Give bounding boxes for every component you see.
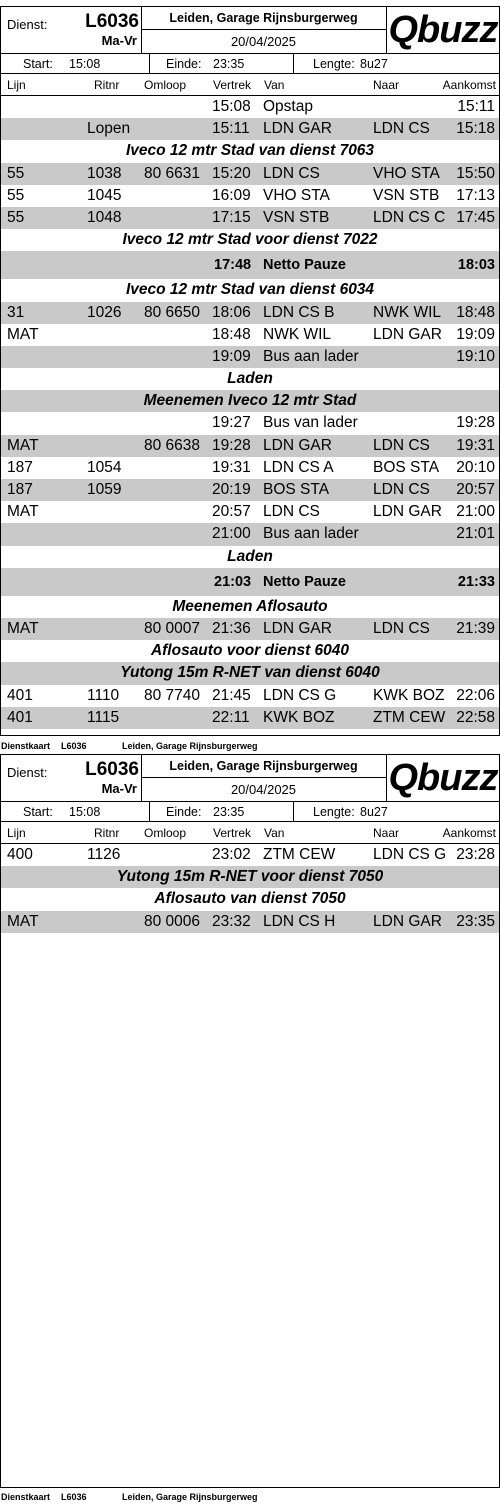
section-title: Yutong 15m R-NET van dienst 6040 [120,664,380,682]
section-title: Iveco 12 mtr Stad van dienst 6034 [125,281,375,299]
cell-naar: VHO STA [373,164,440,182]
cell-vertrek: 21:45 [212,686,251,704]
cell-vertrek: 15:08 [212,98,251,115]
section-title-row [1,279,499,301]
cell-vertrek: 21:36 [212,619,251,637]
start-value: 15:08 [69,805,101,819]
cell-van: KWK BOZ [263,708,335,726]
service-date: 20/04/2025 [230,34,297,49]
cell-naar: LDN CS [373,481,430,498]
section-title-row [1,866,499,888]
trip-row [1,707,499,729]
section-title-row [1,140,499,162]
qbuzz-logo: Qbuzz [388,757,498,799]
section-title: Laden [227,370,273,388]
cell-aankomst: 18:03 [457,257,495,274]
cell-ritnr: 1115 [87,708,120,726]
cell-aankomst: 18:48 [456,303,495,321]
einde-value: 23:35 [213,57,245,71]
cell-ritnr: 1026 [87,303,122,321]
dienst-label: Dienst: [7,17,48,32]
einde-label: Einde: [166,805,202,819]
cell-lijn: 55 [7,164,25,182]
cell-van: NWK WIL [263,325,332,343]
trip-row [1,163,499,185]
cell-aankomst: 23:28 [456,846,495,863]
cell-naar: NWK WIL [373,303,442,321]
col-omloop: Omloop [144,826,187,840]
lengte-value: 8u27 [360,57,388,71]
cell-lijn: 31 [7,303,25,321]
cell-van: LDN GAR [263,436,332,454]
cell-van: Bus aan lader [263,347,359,365]
cell-naar: VSN STB [373,186,440,204]
trip-list [1,96,499,729]
cell-lijn: MAT [7,325,39,343]
cell-vertrek: 19:09 [212,347,251,365]
section-title-row [1,662,499,684]
cell-vertrek: 17:15 [212,208,251,226]
pause-row [1,568,499,596]
footer-code: L6036 [61,1492,87,1502]
dienst-days: Ma-Vr [101,33,137,48]
cell-naar: LDN CS C [373,208,446,226]
cell-omloop: 80 0007 [144,619,201,637]
cell-van: Bus van lader [263,414,358,432]
cell-aankomst: 15:50 [456,164,495,182]
cell-van: Netto Pauze [263,573,346,590]
cell-aankomst: 20:57 [456,481,495,498]
cell-van: LDN CS B [263,303,335,321]
cell-vertrek: 22:11 [212,708,250,726]
trip-row [1,185,499,207]
cell-aankomst: 22:06 [456,686,495,704]
cell-ritnr: 1054 [87,458,122,476]
service-date: 20/04/2025 [230,782,297,797]
cell-naar: KWK BOZ [373,686,445,704]
cell-lijn: MAT [7,912,39,930]
col-lijn: Lijn [7,78,26,92]
start-label: Start: [23,805,53,819]
cell-omloop: 80 6650 [144,303,201,321]
footer-label: Dienstkaart [1,741,51,751]
cell-naar: LDN GAR [373,912,442,930]
section-title-row [1,888,499,910]
cell-naar: LDN CS [373,120,430,138]
cell-vertrek: 15:11 [212,120,250,138]
cell-ritnr: 1045 [87,186,122,204]
cell-van: Netto Pauze [263,257,346,274]
einde-label: Einde: [166,57,202,71]
cell-aankomst: 22:58 [456,708,495,726]
cell-lijn: 401 [7,686,33,704]
trip-row [1,346,499,368]
cell-aankomst: 20:10 [456,458,495,476]
section-title-row [1,546,499,568]
section-title: Aflosauto voor dienst 6040 [150,642,350,660]
lengte-value: 8u27 [360,805,388,819]
cell-vertrek: 23:32 [212,912,251,930]
section-title: Iveco 12 mtr Stad voor dienst 7022 [122,231,378,249]
cell-naar: LDN CS [373,436,430,454]
footer-label: Dienstkaart [1,1492,51,1502]
cell-van: LDN CS [263,503,320,521]
cell-van: Opstap [263,98,313,115]
cell-vertrek: 19:28 [212,436,251,454]
section-title: Yutong 15m R-NET voor dienst 7050 [116,868,384,886]
cell-lijn: MAT [7,436,39,454]
cell-aankomst: 15:18 [456,120,495,138]
cell-ritnr: 1038 [87,164,122,182]
cell-van: ZTM CEW [263,846,336,863]
trip-row [1,412,499,434]
duty-card-page-1 [0,6,500,736]
section-title: Aflosauto van dienst 7050 [154,890,346,908]
trip-row [1,96,499,118]
col-aankomst: Aankomst [442,826,496,840]
cell-ritnr: 1126 [87,846,121,863]
section-title-row [1,596,499,618]
cell-vertrek: 19:27 [212,414,251,432]
trip-row [1,685,499,707]
trip-row [1,435,499,457]
cell-lijn: 187 [7,458,33,476]
cell-ritnr: 1110 [87,686,120,704]
cell-aankomst: 21:00 [456,503,495,521]
dienst-days: Ma-Vr [101,781,137,796]
cell-naar: BOS STA [373,458,440,476]
qbuzz-logo: Qbuzz [388,9,498,51]
duty-card-header [1,7,499,103]
trip-row [1,523,499,545]
trip-list [1,844,499,933]
col-van: Van [264,78,285,92]
cell-vertrek: 18:06 [212,303,251,321]
cell-van: LDN CS H [263,912,336,930]
col-ritnr: Ritnr [94,826,120,840]
footer-garage: Leiden, Garage Rijnsburgerweg [122,741,258,751]
cell-vertrek: 17:48 [214,257,252,274]
cell-aankomst: 17:13 [456,186,495,204]
section-title-row [1,390,499,412]
cell-aankomst: 21:01 [456,525,495,543]
cell-lijn: MAT [7,503,39,521]
cell-naar: ZTM CEW [373,708,446,726]
section-title: Iveco 12 mtr Stad van dienst 7063 [125,142,375,160]
section-title: Meenemen Aflosauto [172,597,328,615]
cell-van: Bus aan lader [263,525,359,543]
trip-row [1,844,499,866]
cell-vertrek: 21:00 [212,525,251,543]
cell-aankomst: 23:35 [456,912,495,930]
cell-van: LDN GAR [263,619,332,637]
col-van: Van [264,826,285,840]
footer-garage: Leiden, Garage Rijnsburgerweg [122,1492,258,1502]
cell-van: VSN STB [263,208,330,226]
col-lijn: Lijn [7,826,26,840]
garage-name: Leiden, Garage Rijnsburgerweg [169,759,358,773]
cell-omloop: 80 6631 [144,164,201,182]
trip-row [1,457,499,479]
cell-lijn: MAT [7,619,39,637]
cell-van: VHO STA [263,186,330,204]
cell-omloop: 80 6638 [144,436,201,454]
section-title: Meenemen Iveco 12 mtr Stad [143,392,357,410]
cell-vertrek: 18:48 [212,325,251,343]
trip-row [1,207,499,229]
cell-vertrek: 15:20 [212,164,251,182]
cell-lijn: 401 [7,708,33,726]
start-value: 15:08 [69,57,101,71]
cell-lijn: 400 [7,846,33,863]
cell-ritnr: 1059 [87,481,122,498]
cell-van: LDN CS G [263,686,337,704]
col-vertrek: Vertrek [213,826,252,840]
cell-van: LDN GAR [263,120,332,138]
cell-vertrek: 23:02 [212,846,251,863]
trip-row [1,479,499,501]
cell-aankomst: 15:11 [457,98,495,115]
lengte-label: Lengte: [313,805,355,819]
cell-lijn: 187 [7,481,33,498]
section-title-row [1,368,499,390]
duty-card-header [1,755,499,851]
column-header-row [1,74,499,95]
footer-code: L6036 [61,741,87,751]
section-title-row [1,640,499,662]
cell-aankomst: 19:10 [456,347,495,365]
column-header-row [1,822,499,843]
garage-name: Leiden, Garage Rijnsburgerweg [169,11,358,25]
cell-omloop: 80 7740 [144,686,201,704]
trip-row [1,911,499,933]
cell-omloop: 80 0006 [144,912,201,930]
einde-value: 23:35 [213,805,245,819]
trip-row [1,302,499,324]
cell-naar: LDN CS G [373,846,447,863]
col-aankomst: Aankomst [442,78,496,92]
section-title-row [1,229,499,251]
cell-ritnr: Lopen [87,120,131,138]
lengte-label: Lengte: [313,57,355,71]
cell-aankomst: 19:09 [456,325,495,343]
section-title: Laden [227,547,273,565]
cell-aankomst: 19:28 [456,414,495,432]
duty-card-page-2 [0,754,500,1488]
start-label: Start: [23,57,53,71]
cell-naar: LDN CS [373,619,430,637]
dienst-label: Dienst: [7,765,48,780]
cell-aankomst: 21:39 [456,619,495,637]
col-ritnr: Ritnr [94,78,120,92]
col-vertrek: Vertrek [213,78,252,92]
cell-van: LDN CS [263,164,320,182]
cell-naar: LDN GAR [373,503,442,521]
cell-lijn: 55 [7,208,25,226]
col-naar: Naar [373,78,400,92]
cell-naar: LDN GAR [373,325,442,343]
cell-aankomst: 19:31 [456,436,495,454]
cell-van: LDN CS A [263,458,334,476]
cell-ritnr: 1048 [87,208,122,226]
cell-vertrek: 21:03 [214,573,252,590]
col-omloop: Omloop [144,78,187,92]
cell-vertrek: 16:09 [212,186,251,204]
cell-aankomst: 21:33 [457,573,495,590]
cell-vertrek: 20:19 [212,481,251,498]
cell-van: BOS STA [263,481,330,498]
cell-vertrek: 20:57 [212,503,251,521]
cell-lijn: 55 [7,186,25,204]
cell-aankomst: 17:45 [456,208,495,226]
trip-row [1,618,499,640]
pause-row [1,251,499,279]
dienst-code: L6036 [85,11,139,32]
col-naar: Naar [373,826,400,840]
trip-row [1,501,499,523]
trip-row [1,118,499,140]
trip-row [1,324,499,346]
cell-vertrek: 19:31 [212,458,251,476]
dienst-code: L6036 [85,759,139,780]
